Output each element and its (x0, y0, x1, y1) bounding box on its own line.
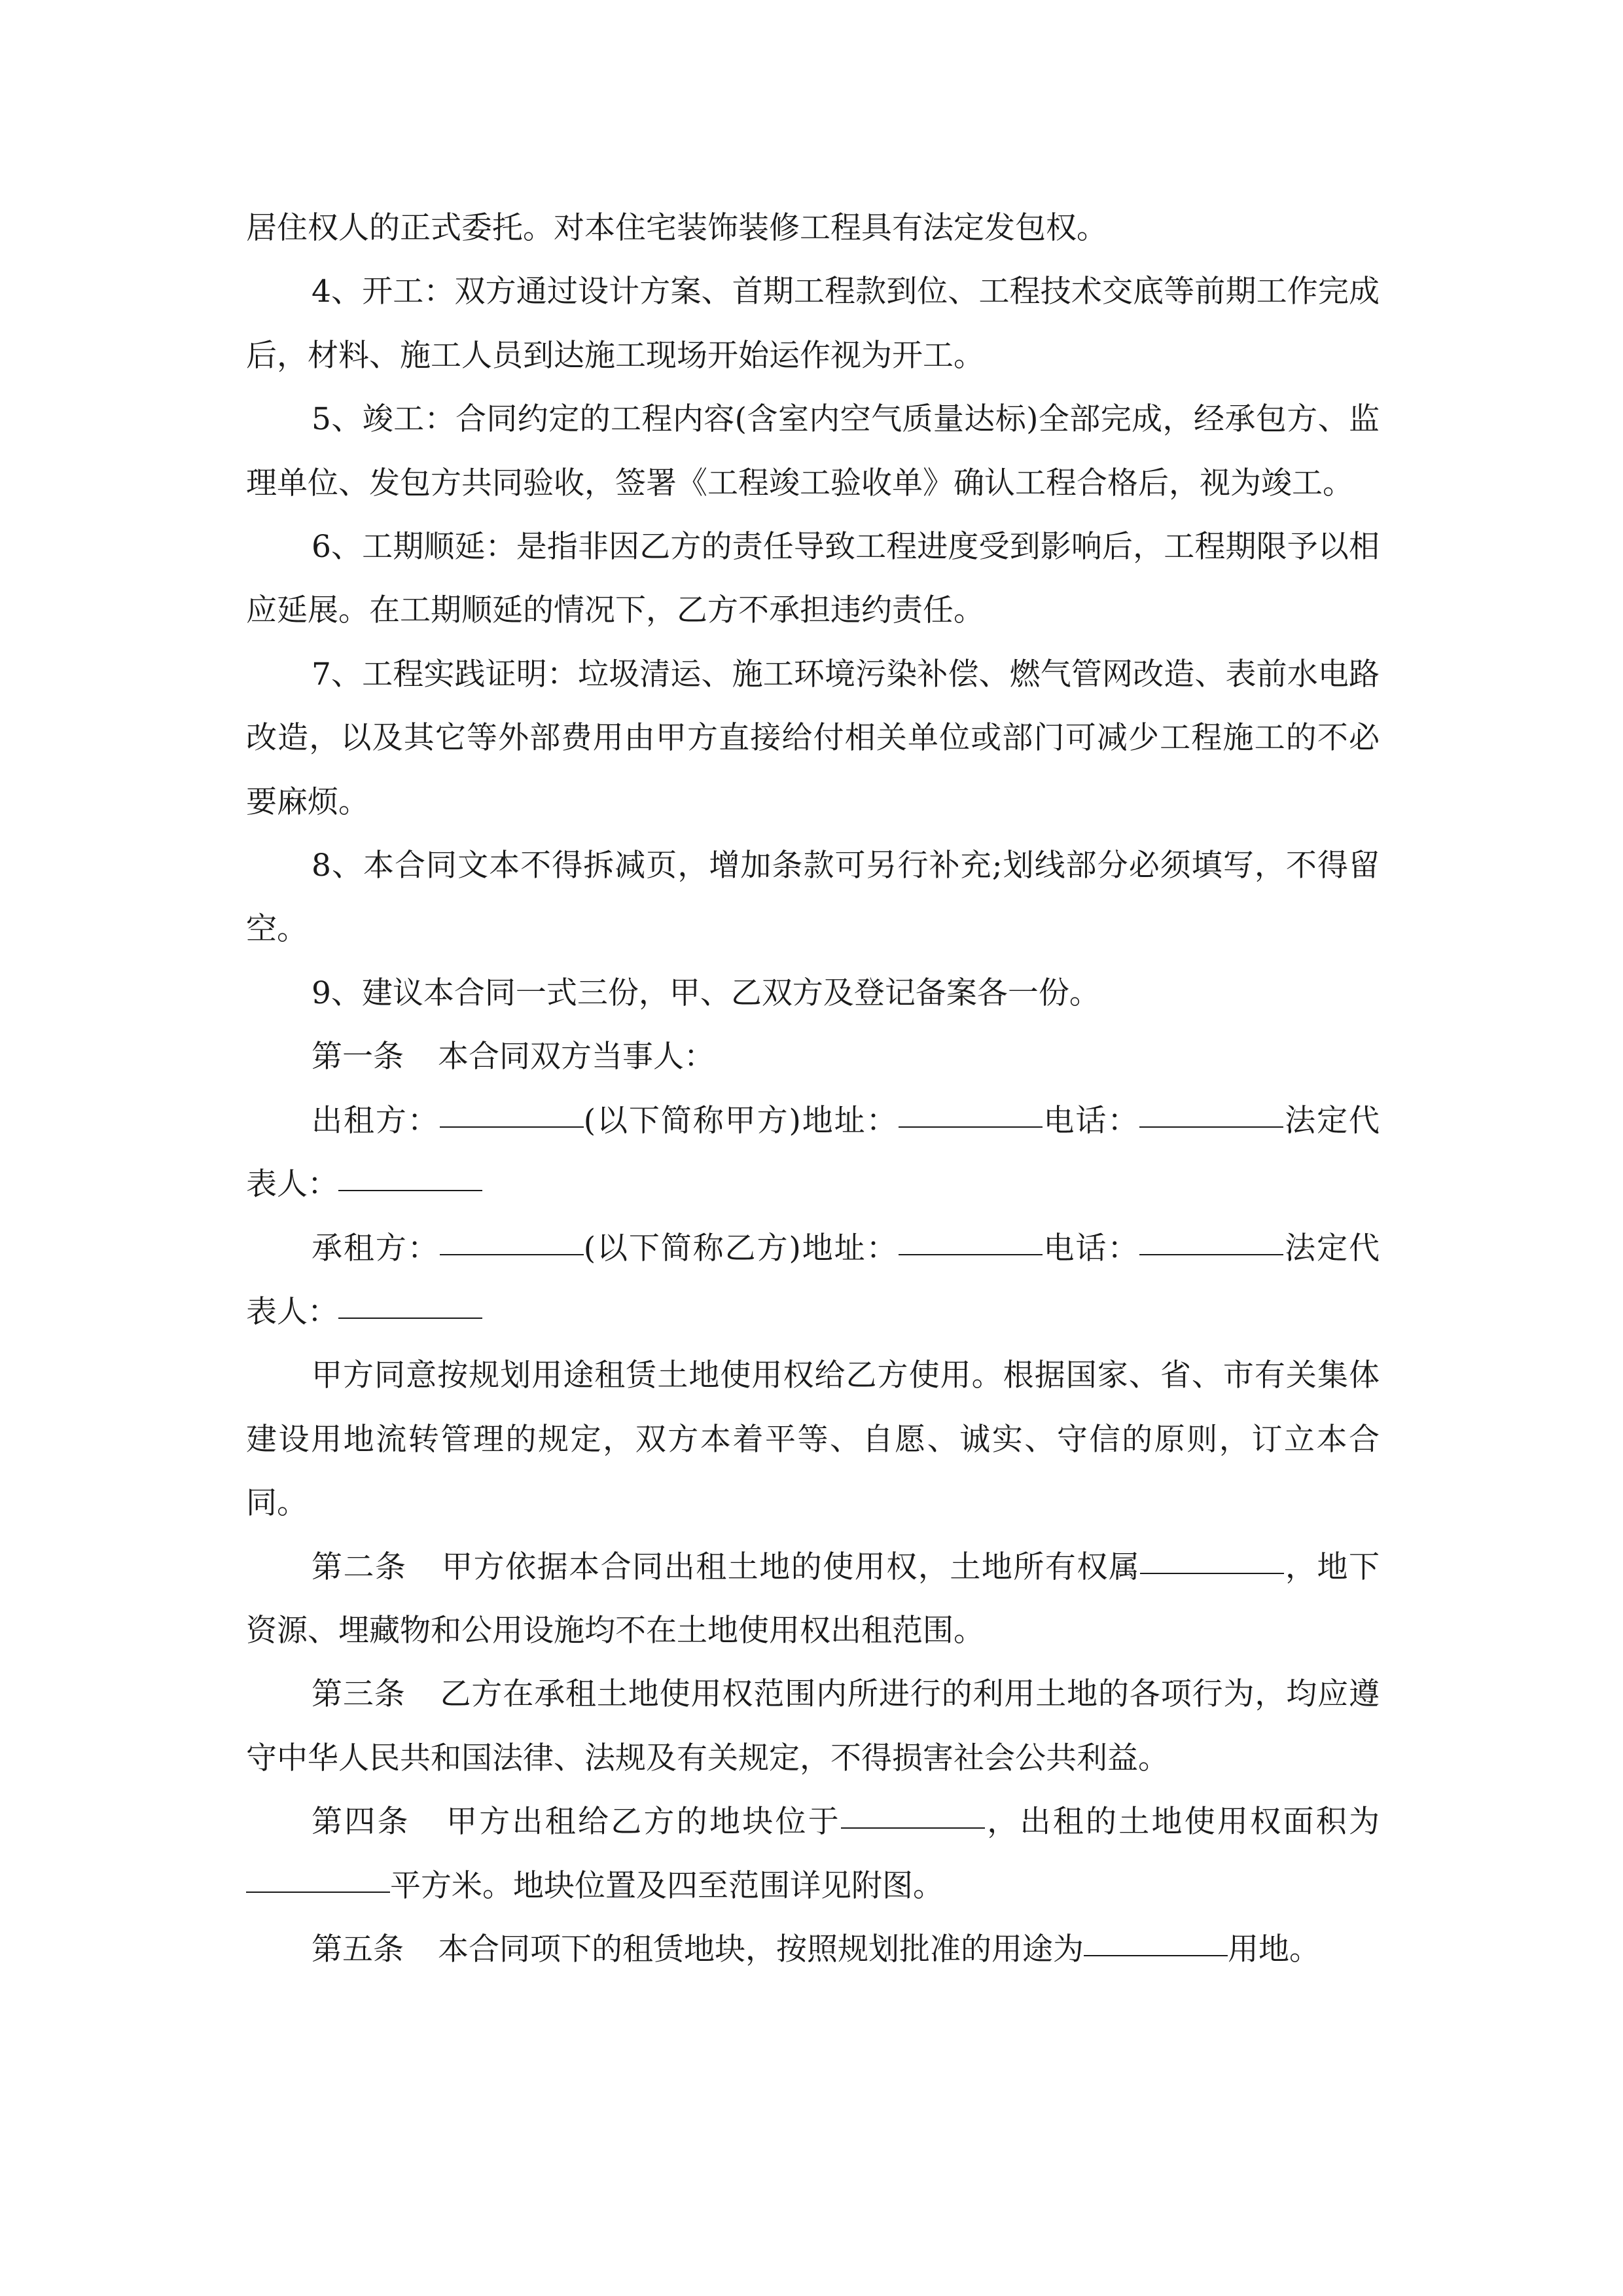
lessee-name-blank[interactable] (440, 1253, 584, 1255)
lessee-address-label: (以下简称乙方)地址： (583, 1230, 899, 1266)
paragraph-item-7-external-costs: 7、工程实践证明：垃圾清运、施工环境污染补偿、燃气管网改造、表前水电路改造，以及其它等外部费用由甲方直接给付相关单位或部门可减少工程施工的不必要麻烦。 (246, 656, 1380, 820)
article-3-text: 乙方在承租土地使用权范围内所进行的利用土地的各项行为，均应遵守中华人民共和国法律、法规及有关规定，不得损害社会公共利益。 (246, 1676, 1380, 1776)
lessor-name-blank[interactable] (440, 1126, 584, 1128)
lessee-legal-blank[interactable] (338, 1317, 482, 1319)
article-4-text-a: 甲方出租给乙方的地块位于 (444, 1804, 841, 1840)
article-3 (246, 1662, 1380, 1790)
lessee-line (246, 1217, 1380, 1344)
article-5 (246, 1918, 1380, 1981)
paragraph-item-4-start-work: 4、开工：双方通过设计方案、首期工程款到位、工程技术交底等前期工作完成后，材料、施工人员到达施工现场开始运作视为开工。 (246, 274, 1380, 374)
lessee-legal-label: 法定代表人： (246, 1230, 1380, 1330)
article-4-label: 第四条 (312, 1804, 410, 1840)
article-1-label: 第一条 (312, 1039, 404, 1075)
paragraph-item-6-extension: 6、工期顺延：是指非因乙方的责任导致工程进度受到影响后，工程期限予以相应延展。在工期顺延的情况下，乙方不承担违约责任。 (246, 529, 1380, 629)
lessor-address-label: (以下简称甲方)地址： (583, 1102, 899, 1139)
lessor-phone-label: 电话： (1042, 1102, 1140, 1139)
paragraph-item-9-copies: 9、建议本合同一式三份，甲、乙双方及登记备案各一份。 (312, 975, 1100, 1011)
article-2-text-a: 甲方依据本合同出租土地的使用权，土地所有权属 (440, 1549, 1141, 1585)
document-body (246, 196, 1380, 1981)
paragraph-item-5-completion: 5、竣工：合同约定的工程内容(含室内空气质量达标)全部完成，经承包方、监理单位、发包方共同验收，签署《工程竣工验收单》确认工程合格后，视为竣工。 (246, 401, 1380, 501)
paragraph-intro: 甲方同意按规划用途租赁土地使用权给乙方使用。根据国家、省、市有关集体建设用地流转管理的规定，双方本着平等、自愿、诚实、守信的原则，订立本合同。 (246, 1357, 1380, 1522)
article-4-text-c: 平方米。地块位置及四至范围详见附图。 (390, 1867, 944, 1904)
area-blank[interactable] (246, 1891, 390, 1893)
lessee-address-blank[interactable] (899, 1253, 1043, 1255)
article-5-text-a: 本合同项下的租赁地块，按照规划批准的用途为 (438, 1931, 1084, 1967)
lessor-legal-blank[interactable] (338, 1189, 482, 1191)
lessee-label: 承租方： (312, 1230, 440, 1266)
paragraph-owner-authorization: 居住权人的正式委托。对本住宅装饰装修工程具有法定发包权。 (246, 210, 1107, 246)
article-2 (246, 1535, 1380, 1663)
lessor-address-blank[interactable] (899, 1126, 1043, 1128)
lessor-phone-blank[interactable] (1139, 1126, 1283, 1128)
article-1-text: 本合同双方当事人： (438, 1039, 715, 1075)
usage-blank[interactable] (1084, 1954, 1228, 1956)
lessee-phone-blank[interactable] (1139, 1253, 1283, 1255)
lessee-phone-label: 电话： (1042, 1230, 1140, 1266)
article-4-text-b: ，出租的土地使用权面积为 (985, 1804, 1380, 1840)
location-blank[interactable] (841, 1827, 985, 1829)
article-2-label: 第二条 (312, 1549, 407, 1585)
article-1 (246, 1025, 1380, 1088)
lessor-label: 出租方： (312, 1102, 440, 1139)
lessor-legal-label: 法定代表人： (246, 1102, 1380, 1203)
paragraph-item-8-pages: 8、本合同文本不得拆减页，增加条款可另行补充;划线部分必须填写，不得留空。 (246, 848, 1380, 948)
article-3-label: 第三条 (312, 1676, 406, 1713)
article-5-label: 第五条 (312, 1931, 404, 1967)
article-4 (246, 1790, 1380, 1918)
ownership-blank[interactable] (1140, 1572, 1284, 1574)
article-5-text-b: 用地。 (1228, 1931, 1320, 1967)
article-2-text-b: ，地下资源、埋藏物和公用设施均不在土地使用权出租范围。 (246, 1549, 1380, 1649)
lessor-line (246, 1089, 1380, 1217)
